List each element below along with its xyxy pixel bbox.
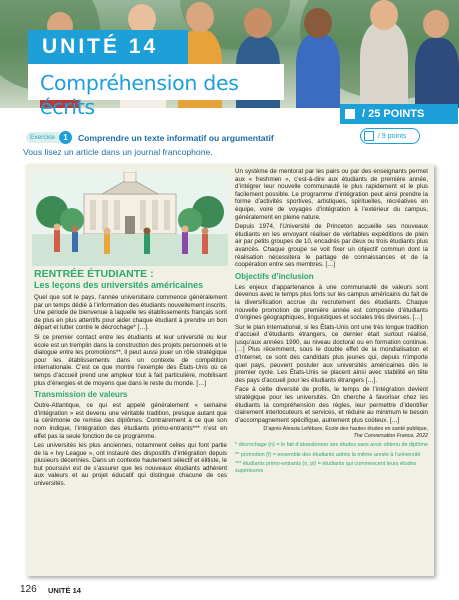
article-panel xyxy=(26,164,434,576)
article-paragraph: Un système de mentorat par les pairs ou par des enseignants permet aux « freshmen », c’est-à-dire aux étudiants de première année, d’intégrer leur nouvelle communauté le plus rapidement et le plus facilement possible. Le programme d’intégration peut ainsi prendre la forme d’activités sportives, artistiques, spirituelles, récréatives en équipe, voire de voyages d’intégration à l’extérieur du campus, généralement en pleine nature. xyxy=(235,168,428,221)
section-heading-transmission: Transmission de valeurs xyxy=(34,390,128,400)
total-points-label: / 25 POINTS xyxy=(362,108,425,120)
article-paragraph: Les enjeux d’appartenance à une communauté de valeurs sont devenus avec le temps plus forts sur les campus américains du fait de la diversification accrue du recrutement des étudiants. Chaque nouvelle promotion de première année est composée d’étudiants d’origines géographiques, linguistiques et sociales très diverses. […] xyxy=(235,283,428,322)
exercise-points-badge xyxy=(360,128,420,144)
exercise-score-checkbox[interactable] xyxy=(364,131,374,141)
article-paragraph: Quel que soit le pays, l’année universitaire commence généralement par un temps dédié à l’information des étudiants nouvellement inscrits. Une période de bienvenue à laquelle les établissements français sont de plus en plus attentifs pour aider chaque étudiant à prendre un bon départ et lutter contre le décrochage* […]. xyxy=(34,294,227,332)
glossary-note: *** étudiants primo-entrants (n, pl) = étudiants qui commencent leurs études supérieures xyxy=(235,461,417,474)
exercise-header xyxy=(26,131,274,144)
total-points-badge xyxy=(340,104,458,124)
score-checkbox[interactable] xyxy=(344,108,356,120)
article-paragraph: Outre-Atlantique, ce qui est appelé généralement « semaine d’intégration » est devenu une véritable tradition, presque autant que la cérémonie de remise des diplômes. Contrairement à ce que son nom indique, l’intégration des étudiants primo-entrants*** n’est en effet pas la seule fonction de ce programme. xyxy=(34,402,227,440)
article-right-column xyxy=(235,168,428,474)
article-paragraph: Si ce premier contact entre les étudiants et leur université ou leur école est un tremplin dans la construction des projets personnels et le dialogue entre les promotions**, il peut aussi jouer un rôle stratégique pour les établissements dans un contexte de compétition internationale. C’est ce que montre l’exemple des États-Unis où ce temps d’accueil prend une ampleur tout à fait particulière, mobilisant plus d’énergies et de moyens que dans le reste du monde. […] xyxy=(34,333,227,387)
article-source xyxy=(235,426,428,439)
exercise-points-label: / 9 points xyxy=(378,132,407,140)
source-publication: The Conversation France, 2022 xyxy=(353,432,428,439)
exercise-label: Exercice xyxy=(26,132,59,143)
source-author: D’après Alessia Lefébure, École des hautes études en santé publique, xyxy=(263,426,428,433)
glossary-note: * décrochage (n) = le fait d’abandonner ses études sans avoir obtenu de diplôme xyxy=(235,442,428,449)
section-heading-inclusion: Objectifs d’inclusion xyxy=(235,271,314,281)
exercise-title: Comprendre un texte informatif ou argumentatif xyxy=(77,132,274,143)
unit-label: UNITÉ 14 xyxy=(28,30,188,64)
glossary-note: ** promotion (f) = ensemble des étudiants admis la même année à l’université xyxy=(235,451,421,458)
article-left-column xyxy=(34,268,227,490)
page-number: 126 xyxy=(20,584,37,595)
article-paragraph: Depuis 1974, l’Université de Princeton accueille ses nouveaux étudiants en les envoyant réaliser de véritables expéditions de plein air par petits groupes de 10, encadrés par deux ou trois étudiants plus avancés. Chaque groupe se voit fixer un objectif commun dont la réalisation nécessitera le partage de connaissances et de la coopération entre ses membres. […] xyxy=(235,223,428,269)
footer-unit-label: UNITÉ 14 xyxy=(48,586,81,595)
article-subtitle: Les leçons des universités américaines xyxy=(34,280,204,290)
exercise-instruction: Vous lisez un article dans un journal francophone. xyxy=(23,147,213,157)
article-paragraph: Les universités les plus anciennes, notamment celles qui font partie de la « Ivy League », ont instauré des dispositifs d’intégration depuis plusieurs décennies. Dans un contexte hautement sélectif et élitiste, le but poursuivi est de s’assurer que les nouveaux étudiants adhèrent aux valeurs et au projet éducatif qui distingue chacune de ces universités. xyxy=(34,442,227,488)
article-paragraph: Sur le plan international, si les États-Unis ont une très longue tradition d’accueil d’étudiants étrangers, ce dernier était surtout réalisé, jusqu’aux années 1990, au niveau doctoral ou en formation continue. […] Plus récemment, sous le double effet de la mondialisation et d’Internet, ce sont des candidats plus jeunes qui, depuis n’importe quel pays, peuvent postuler aux universités américaines dès le premier cycle. Les États-Unis se placent ainsi avec stabilité en tête des pays d’accueil pour les étudiants étrangers […]. xyxy=(235,323,428,384)
page-title: Compréhension des écrits xyxy=(28,64,284,100)
exercise-number: 1 xyxy=(59,131,72,144)
campus-illustration xyxy=(32,172,228,266)
article-title: RENTRÉE ÉTUDIANTE : xyxy=(34,268,154,280)
article-paragraph: Face à cette diversité de profils, le temps de l’intégration devient stratégique pour les universités. On cherche à favoriser chez les étudiants la compréhension des règles, leur permettre d’identifier clairement interlocuteurs et services, et réduire au minimum le besoin d’accompagnement spécifique, autrement plus coûteux. […] xyxy=(235,386,428,424)
